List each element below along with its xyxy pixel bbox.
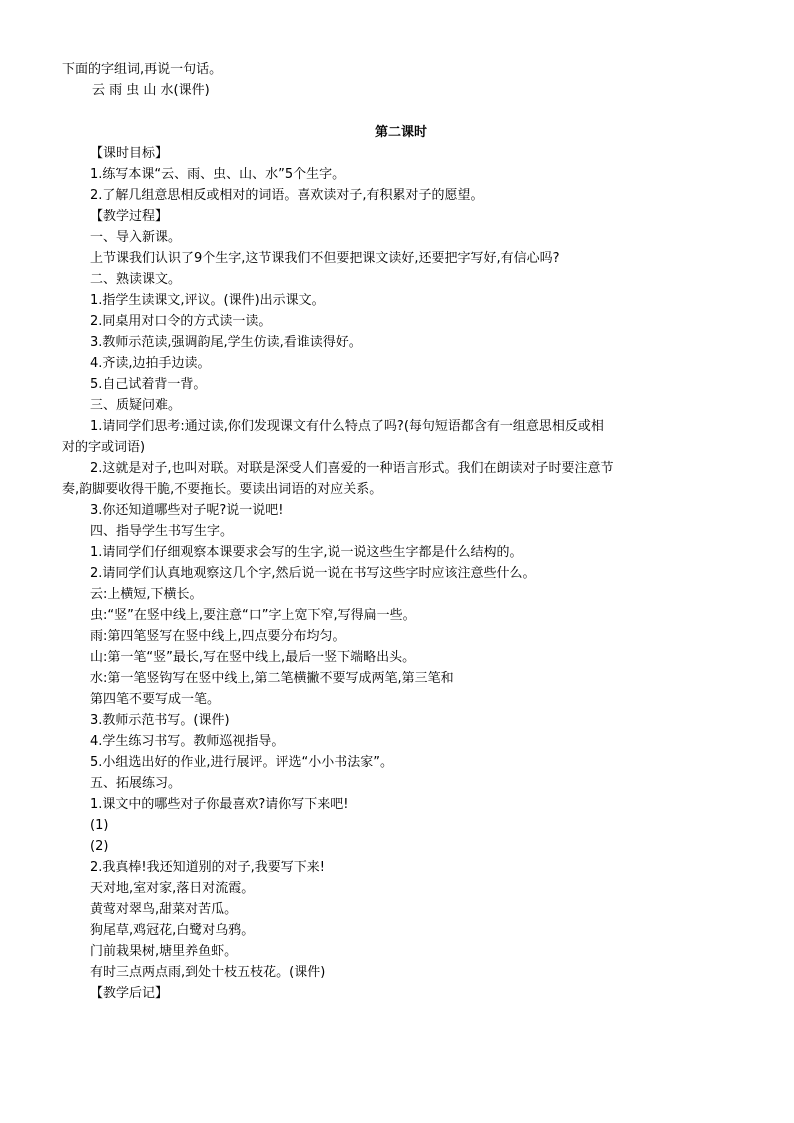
part5-item2: 2.我真棒!我还知道别的对子,我要写下来! — [90, 860, 325, 875]
part4-item: 4.学生练习书写。教师巡视指导。 — [90, 734, 285, 749]
char-note: 云:上横短,下横长。 — [90, 587, 203, 602]
couplet-line: 狗尾草,鸡冠花,白鹭对乌鸦。 — [90, 923, 255, 938]
part2-item: 2.同桌用对口令的方式读一读。 — [90, 314, 272, 329]
process-heading: 【教学过程】 — [90, 209, 169, 224]
part2-heading: 二、熟读课文。 — [90, 272, 182, 287]
objective-item: 2.了解几组意思相反或相对的词语。喜欢读对子,有积累对子的愿望。 — [90, 188, 484, 203]
part3-item2-line1: 2.这就是对子,也叫对联。对联是深受人们喜爱的一种语言形式。我们在朗读对子时要注意节 — [90, 461, 614, 476]
char-note: 水:第一笔竖钩写在竖中线上,第二笔横撇不要写成两笔,第三笔和 — [90, 671, 454, 686]
part5-item1: 1.课文中的哪些对子你最喜欢?请你写下来吧! — [90, 797, 349, 812]
couplet-line: 黄莺对翠鸟,甜菜对苦瓜。 — [90, 902, 238, 917]
couplet-line: 有时三点两点雨,到处十枝五枝花。(课件) — [90, 965, 326, 980]
document-body — [62, 59, 740, 1004]
char-note: 第四笔不要写成一笔。 — [90, 692, 221, 707]
answer-blank: (2) — [90, 839, 109, 854]
char-note: 虫:“竖”在竖中线上,要注意“口”字上宽下窄,写得扁一些。 — [90, 608, 416, 623]
part2-item: 5.自己试着背一背。 — [90, 377, 207, 392]
intro-line-2: 云 雨 虫 山 水(课件) — [92, 83, 210, 98]
part2-item: 4.齐读,边拍手边读。 — [90, 356, 211, 371]
part3-item1-line1: 1.请同学们思考:通过读,你们发现课文有什么特点了吗?(每句短语都含有一组意思相反或相 — [90, 419, 604, 434]
part4-item: 1.请同学们仔细观察本课要求会写的生字,说一说这些生字都是什么结构的。 — [90, 545, 523, 560]
part2-item: 1.指学生读课文,评议。(课件)出示课文。 — [90, 293, 325, 308]
part1-heading: 一、导入新课。 — [90, 230, 182, 245]
part4-item: 2.请同学们认真地观察这几个字,然后说一说在书写这些字时应该注意些什么。 — [90, 566, 536, 581]
part5-heading: 五、拓展练习。 — [90, 776, 182, 791]
part3-heading: 三、质疑问难。 — [90, 398, 182, 413]
char-note: 山:第一笔“竖”最长,写在竖中线上,最后一竖下端略出头。 — [90, 650, 416, 665]
part1-text: 上节课我们认识了9个生字,这节课我们不但要把课文读好,还要把字写好,有信心吗? — [90, 251, 560, 266]
part4-item: 3.教师示范书写。(课件) — [90, 713, 230, 728]
part4-heading: 四、指导学生书写生字。 — [90, 524, 234, 539]
part3-item3: 3.你还知道哪些对子呢?说一说吧! — [90, 503, 284, 518]
part3-item2-line2: 奏,韵脚要收得干脆,不要拖长。要读出词语的对应关系。 — [62, 482, 383, 497]
part2-item: 3.教师示范读,强调韵尾,学生仿读,看谁读得好。 — [90, 335, 362, 350]
intro-line-1: 下面的字组词,再说一句话。 — [62, 62, 223, 77]
part4-item: 5.小组选出好的作业,进行展评。评选“小小书法家”。 — [90, 755, 394, 770]
couplet-line: 门前栽果树,塘里养鱼虾。 — [90, 944, 238, 959]
couplet-line: 天对地,室对家,落日对流霞。 — [90, 881, 255, 896]
objectives-heading: 【课时目标】 — [90, 146, 169, 161]
section-title: 第二课时 — [374, 125, 427, 140]
afterword-heading: 【教学后记】 — [90, 986, 169, 1001]
char-note: 雨:第四笔竖写在竖中线上,四点要分布均匀。 — [90, 629, 346, 644]
answer-blank: (1) — [90, 818, 109, 833]
part3-item1-line2: 对的字或词语) — [62, 440, 146, 455]
objective-item: 1.练写本课“云、雨、虫、山、水”5个生字。 — [90, 167, 346, 182]
